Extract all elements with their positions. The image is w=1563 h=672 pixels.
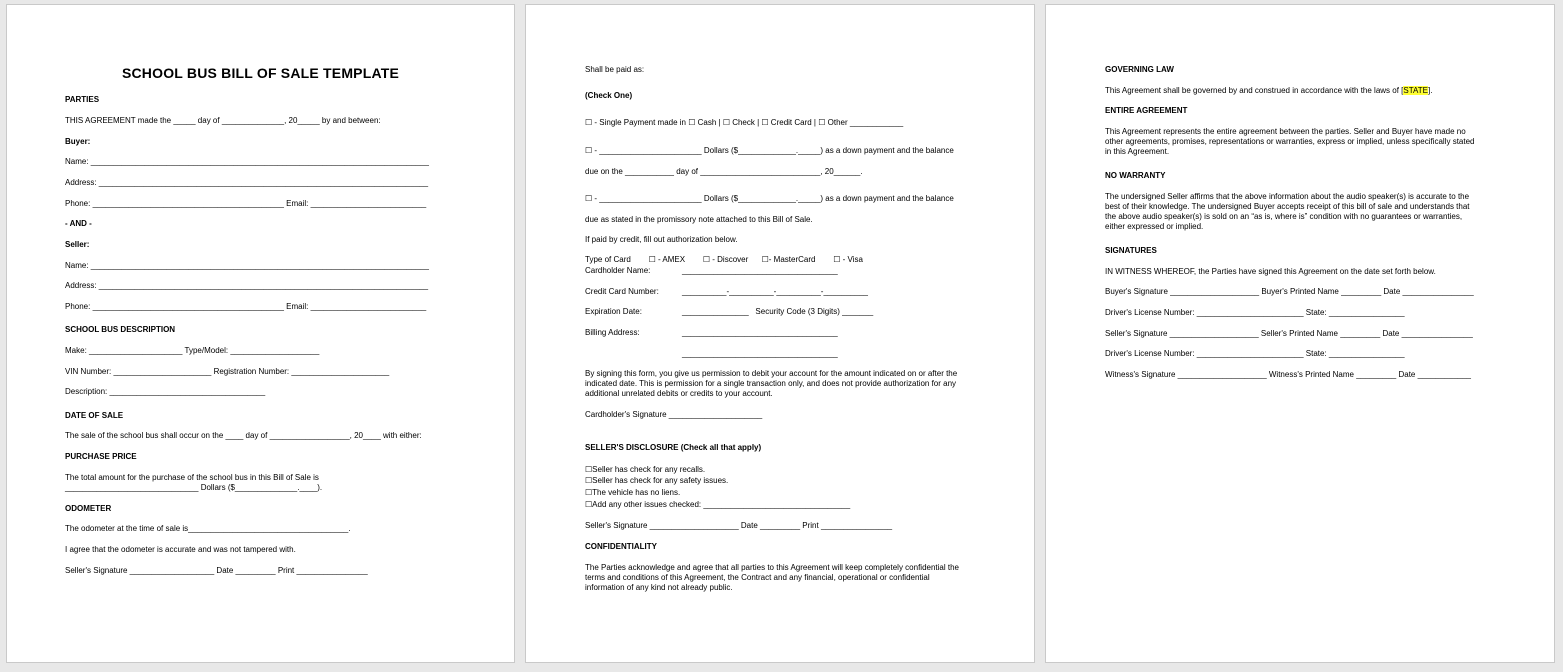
section-heading-date-of-sale: DATE OF SALE — [65, 411, 124, 420]
sale-date-line[interactable]: The sale of the school bus shall occur on the ____ day of __________________, 20____ with either: — [65, 431, 422, 440]
expiration-security-field[interactable]: _______________ Security Code (3 Digits) _______ — [682, 307, 874, 316]
section-heading-bus-description: SCHOOL BUS DESCRIPTION — [65, 325, 176, 334]
section-heading-confidentiality: CONFIDENTIALITY — [585, 542, 657, 551]
odometer-field[interactable]: The odometer at the time of sale is____________________________________. — [65, 524, 351, 533]
make-model-field[interactable]: Make: _____________________ Type/Model: ____________________ — [65, 346, 320, 355]
seller-name-field[interactable]: Name: ____________________________________________________________________________ — [65, 261, 429, 270]
governing-law-suffix: ]. — [1428, 86, 1433, 95]
document-title: SCHOOL BUS BILL OF SALE TEMPLATE — [121, 65, 400, 81]
confidentiality-text-1: The Parties acknowledge and agree that all parties to this Agreement will keep completely confidential the — [585, 563, 959, 572]
agreement-date-line: THIS AGREEMENT made the _____ day of ______________, 20_____ by and between: — [65, 116, 381, 125]
disclosure-other-issues-field[interactable]: ☐Add any other issues checked: _________________________________ — [585, 500, 851, 509]
no-warranty-text-3: the above audio speaker(s) is sold on an “as is, where is” condition with no guarantees or warranties, — [1105, 212, 1463, 221]
purchase-price-field[interactable]: ______________________________ Dollars ($______________.____). — [65, 483, 323, 492]
billing-address-field-1[interactable]: ___________________________________ — [682, 328, 838, 337]
payment-option-single[interactable]: ☐ - Single Payment made in ☐ Cash | ☐ Check | ☐ Credit Card | ☐ Other ____________ — [585, 118, 904, 127]
payment-intro: Shall be paid as: — [585, 65, 645, 74]
buyer-license-line[interactable]: Driver's License Number: ________________________ State: _________________ — [1105, 308, 1405, 317]
section-heading-sellers-disclosure: SELLER'S DISCLOSURE (Check all that apply) — [585, 443, 762, 452]
governing-law-prefix: This Agreement shall be governed by and construed in accordance with the laws of [ — [1105, 86, 1404, 95]
entire-agreement-text-2: other agreements, promises, representations or warranties, express or implied, unless specifically stated — [1105, 137, 1475, 146]
buyer-name-field[interactable]: Name: ____________________________________________________________________________ — [65, 157, 429, 166]
payment-option-promissory[interactable]: ☐ - _______________________ Dollars ($_____________._____) as a down payment and the balance — [585, 194, 954, 203]
seller-license-line[interactable]: Driver's License Number: ________________________ State: _________________ — [1105, 349, 1405, 358]
credit-auth-intro: If paid by credit, fill out authorization below. — [585, 235, 738, 244]
authorization-text-2: indicated date. This is permission for a single transaction only, and does not provide authorization for any — [585, 379, 957, 388]
buyer-phone-email-field[interactable]: Phone: ___________________________________________ Email: __________________________ — [65, 199, 427, 208]
authorization-text-1: By signing this form, you give us permission to debit your account for the amount indicated on or after the — [585, 369, 958, 378]
section-heading-governing-law: GOVERNING LAW — [1105, 65, 1174, 74]
seller-address-field[interactable]: Address: __________________________________________________________________________ — [65, 281, 429, 290]
confidentiality-text-2: terms and conditions of this Agreement, the Contract and any financial, operational or confidential — [585, 573, 930, 582]
witness-whereof-text: IN WITNESS WHEREOF, the Parties have signed this Agreement on the date set forth below. — [1105, 267, 1436, 276]
section-heading-odometer: ODOMETER — [65, 504, 112, 513]
odometer-statement: I agree that the odometer is accurate and was not tampered with. — [65, 545, 296, 554]
witness-signature-line[interactable]: Witness's Signature ____________________ Witness's Printed Name _________ Date ____________ — [1105, 370, 1471, 379]
purchase-price-text: The total amount for the purchase of the school bus in this Bill of Sale is — [65, 473, 319, 482]
governing-law-text — [1105, 86, 1432, 96]
cardholder-signature-line[interactable]: Cardholder's Signature _____________________ — [585, 410, 763, 419]
section-heading-parties: PARTIES — [65, 95, 100, 104]
document-page-2 — [525, 4, 1035, 663]
promissory-note-text: due as stated in the promissory note attached to this Bill of Sale. — [585, 215, 813, 224]
state-placeholder[interactable]: STATE — [1403, 86, 1428, 95]
balance-due-date-line[interactable]: due on the ___________ day of ___________________________, 20______. — [585, 167, 863, 176]
entire-agreement-text-3: in this Agreement. — [1105, 147, 1170, 156]
no-warranty-text-1: The undersigned Seller affirms that the above information about the audio speaker(s) is accurate to the — [1105, 192, 1470, 201]
card-number-label: Credit Card Number: — [585, 287, 659, 296]
no-warranty-text-2: best of their knowledge. The undersigned Buyer accepts receipt of this bill of sale and understands that — [1105, 202, 1470, 211]
card-number-field[interactable]: __________-__________-__________-__________ — [682, 287, 868, 296]
expiration-date-label: Expiration Date: — [585, 307, 642, 316]
confidentiality-text-3: information of any kind not already public. — [585, 583, 733, 592]
billing-address-field-2[interactable]: ___________________________________ — [682, 349, 838, 358]
seller-phone-email-field[interactable]: Phone: ___________________________________________ Email: __________________________ — [65, 302, 427, 311]
disclosure-recalls-checkbox[interactable]: ☐Seller has check for any recalls. — [585, 465, 706, 474]
seller-signature-line[interactable]: Seller's Signature ___________________ Date _________ Print ________________ — [65, 566, 368, 575]
disclosure-seller-signature-line[interactable]: Seller's Signature ____________________ Date _________ Print ________________ — [585, 521, 893, 530]
description-field[interactable]: Description: ___________________________________ — [65, 387, 266, 396]
document-page-1 — [6, 4, 515, 663]
section-heading-purchase-price: PURCHASE PRICE — [65, 452, 137, 461]
buyer-label: Buyer: — [65, 137, 91, 146]
document-page-3 — [1045, 4, 1555, 663]
seller-label: Seller: — [65, 240, 90, 249]
and-separator: - AND - — [65, 219, 92, 228]
section-heading-no-warranty: NO WARRANTY — [1105, 171, 1166, 180]
disclosure-safety-checkbox[interactable]: ☐Seller has check for any safety issues. — [585, 476, 729, 485]
card-type-options[interactable]: Type of Card ☐ - AMEX ☐ - Discover ☐- MasterCard ☐ - Visa — [585, 255, 863, 264]
disclosure-liens-checkbox[interactable]: ☐The vehicle has no liens. — [585, 488, 681, 497]
entire-agreement-text-1: This Agreement represents the entire agreement between the parties. Seller and Buyer have made no — [1105, 127, 1466, 136]
cardholder-name-field[interactable]: ___________________________________ — [682, 266, 838, 275]
seller-signature-line-final[interactable]: Seller's Signature ____________________ Seller's Printed Name _________ Date ________________ — [1105, 329, 1473, 338]
authorization-text-3: additional unrelated debits or credits to your account. — [585, 389, 773, 398]
check-one-label: (Check One) — [585, 91, 633, 100]
no-warranty-text-4: either expressed or implied. — [1105, 222, 1204, 231]
buyer-signature-line[interactable]: Buyer's Signature ____________________ Buyer's Printed Name _________ Date ________________ — [1105, 287, 1474, 296]
buyer-address-field[interactable]: Address: __________________________________________________________________________ — [65, 178, 429, 187]
vin-registration-field[interactable]: VIN Number: ______________________ Registration Number: ______________________ — [65, 367, 390, 376]
payment-option-balance-date[interactable]: ☐ - _______________________ Dollars ($_____________._____) as a down payment and the balance — [585, 146, 954, 155]
cardholder-name-label: Cardholder Name: — [585, 266, 651, 275]
billing-address-label: Billing Address: — [585, 328, 640, 337]
section-heading-signatures: SIGNATURES — [1105, 246, 1157, 255]
section-heading-entire-agreement: ENTIRE AGREEMENT — [1105, 106, 1188, 115]
